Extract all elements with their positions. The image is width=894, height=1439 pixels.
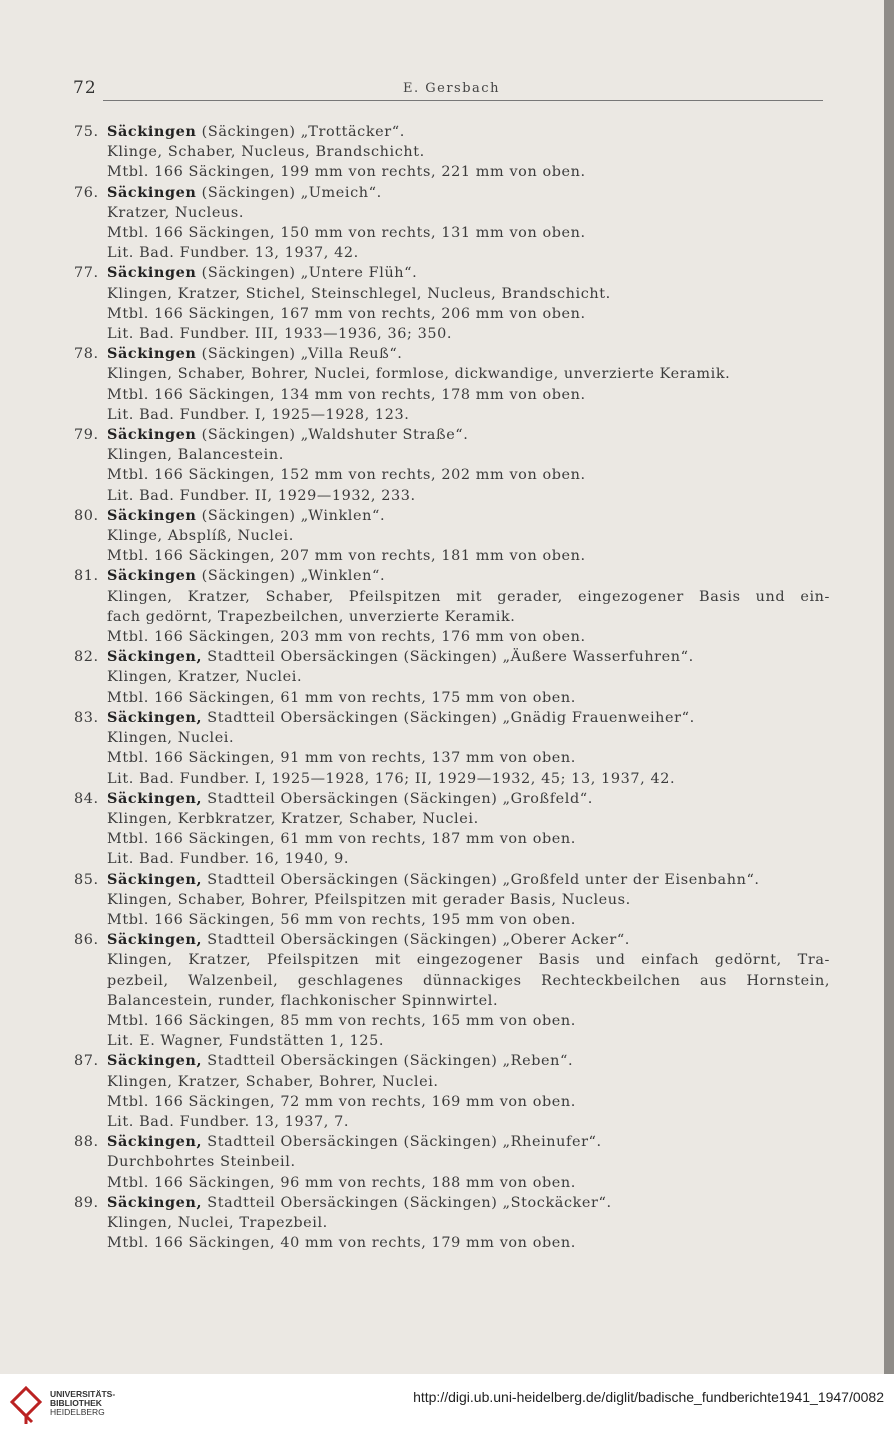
entry	[74, 506, 830, 567]
entry-heading	[107, 425, 830, 445]
entry-line: Lit. Bad. Fundber. II, 1929—1932, 233.	[107, 487, 416, 504]
site-name: Säckingen	[107, 426, 197, 444]
entry-line: Klingen, Kratzer, Stichel, Steinschlegel, Nucleus, Brandschicht.	[107, 285, 611, 302]
entry-line: Lit. E. Wagner, Fundstätten 1, 125.	[107, 1033, 385, 1050]
entry-heading	[107, 1193, 830, 1213]
entry-line: Mtbl. 166 Säckingen, 167 mm von rechts, 206 mm von oben.	[107, 305, 586, 322]
library-line: BIBLIOTHEK	[50, 1398, 102, 1408]
entry	[74, 1193, 830, 1254]
entry-heading	[107, 183, 830, 203]
site-location: (Säckingen) „Trottäcker“.	[196, 124, 405, 140]
entry-line: Mtbl. 166 Säckingen, 56 mm von rechts, 195 mm von oben.	[107, 911, 576, 928]
entry-line: Klingen, Nuclei.	[107, 730, 235, 747]
entry-number: 82.	[74, 649, 99, 666]
entry-line: Mtbl. 166 Säckingen, 85 mm von rechts, 165 mm von oben.	[107, 1012, 576, 1029]
entry	[74, 183, 830, 264]
entry-line: Mtbl. 166 Säckingen, 96 mm von rechts, 188 mm von oben.	[107, 1174, 576, 1191]
entry	[74, 870, 830, 931]
entry-line: Mtbl. 166 Säckingen, 199 mm von rechts, 221 mm von oben.	[107, 164, 586, 181]
site-name: Säckingen	[107, 506, 197, 524]
page-header	[73, 78, 823, 102]
entry-line: Mtbl. 166 Säckingen, 72 mm von rechts, 169 mm von oben.	[107, 1093, 576, 1110]
entry-number: 81.	[74, 568, 99, 585]
site-name: Säckingen,	[107, 789, 203, 807]
entry-number: 80.	[74, 507, 99, 524]
entry	[74, 1132, 830, 1193]
entry-line: Balancestein, runder, flachkonischer Spinnwirtel.	[107, 992, 499, 1009]
entry-line: Klingen, Kratzer, Schaber, Bohrer, Nuclei.	[107, 1073, 439, 1090]
site-location: (Säckingen) „Winklen“.	[196, 568, 386, 585]
entry-line: Lit. Bad. Fundber. III, 1933—1936, 36; 350.	[107, 326, 453, 343]
entry-line: fach gedörnt, Trapezbeilchen, unverzierte Keramik.	[107, 608, 516, 625]
entry-line: Mtbl. 166 Säckingen, 152 mm von rechts, 202 mm von oben.	[107, 467, 586, 484]
entry-heading	[107, 566, 830, 586]
entry-line: Mtbl. 166 Säckingen, 207 mm von rechts, 181 mm von oben.	[107, 548, 586, 565]
site-name: Säckingen	[107, 183, 197, 201]
entry-number: 87.	[74, 1053, 99, 1070]
entry	[74, 647, 830, 708]
entry	[74, 930, 830, 1051]
site-location: Stadtteil Obersäckingen (Säckingen) „Gnädig Frauenweiher“.	[202, 709, 695, 726]
library-logo-icon	[8, 1386, 44, 1426]
site-location: (Säckingen) „Villa Reuß“.	[196, 346, 403, 363]
entry-list	[74, 122, 830, 1253]
entry-line: Klingen, Nuclei, Trapezbeil.	[107, 1214, 328, 1231]
site-location: Stadtteil Obersäckingen (Säckingen) „Stockäcker“.	[202, 1194, 612, 1211]
entry	[74, 1051, 830, 1132]
entry	[74, 789, 830, 870]
header-rule	[103, 100, 823, 101]
entry-line: Mtbl. 166 Säckingen, 134 mm von rechts, 178 mm von oben.	[107, 386, 586, 403]
site-location: (Säckingen) „Waldshuter Straße“.	[196, 427, 469, 444]
site-name: Säckingen,	[107, 931, 203, 949]
entry-line: Mtbl. 166 Säckingen, 150 mm von rechts, 131 mm von oben.	[107, 225, 586, 242]
entry-heading	[107, 870, 830, 890]
library-line: HEIDELBERG	[50, 1407, 105, 1417]
entry-heading	[107, 506, 830, 526]
site-name: Säckingen	[107, 264, 197, 282]
site-name: Säckingen,	[107, 708, 203, 726]
site-location: (Säckingen) „Winklen“.	[196, 507, 386, 524]
entry-heading	[107, 708, 830, 728]
entry-line: Lit. Bad. Fundber. 13, 1937, 7.	[107, 1113, 350, 1130]
site-name: Säckingen	[107, 567, 197, 585]
site-name: Säckingen,	[107, 648, 203, 666]
entry-number: 84.	[74, 790, 99, 807]
entry-line: Klinge, Absplíß, Nuclei.	[107, 528, 294, 545]
entry-number: 76.	[74, 184, 99, 201]
entry-line: Klinge, Schaber, Nucleus, Brandschicht.	[107, 144, 425, 161]
site-name: Säckingen	[107, 123, 197, 140]
entry-line: Lit. Bad. Fundber. 16, 1940, 9.	[107, 851, 350, 868]
entry-line: pezbeil, Walzenbeil, geschlagenes dünnackiges Rechteckbeilchen aus Hornstein,	[107, 972, 830, 989]
entry	[74, 344, 830, 425]
site-location: Stadtteil Obersäckingen (Säckingen) „Oberer Acker“.	[202, 932, 630, 949]
entry-heading	[107, 263, 830, 283]
site-name: Säckingen,	[107, 1193, 203, 1211]
entry-line: Kratzer, Nucleus.	[107, 204, 245, 221]
entry	[74, 566, 830, 647]
entry-heading	[107, 1051, 830, 1071]
entry	[74, 708, 830, 789]
site-location: (Säckingen) „Umeich“.	[196, 184, 382, 201]
page-edge	[884, 0, 894, 1374]
entry-number: 89.	[74, 1194, 99, 1211]
entry	[74, 425, 830, 506]
site-location: Stadtteil Obersäckingen (Säckingen) „Reben“.	[202, 1053, 574, 1070]
entry-line: Klingen, Kerbkratzer, Kratzer, Schaber, Nuclei.	[107, 810, 479, 827]
entry-number: 78.	[74, 346, 99, 363]
entry-heading	[107, 647, 830, 667]
entry-line: Mtbl. 166 Säckingen, 61 mm von rechts, 187 mm von oben.	[107, 831, 576, 848]
entry-number: 85.	[74, 871, 99, 888]
library-name	[50, 1390, 115, 1417]
entry-line: Lit. Bad. Fundber. I, 1925—1928, 123.	[107, 406, 410, 423]
entry-line: Mtbl. 166 Säckingen, 203 mm von rechts, 176 mm von oben.	[107, 629, 586, 646]
site-location: Stadtteil Obersäckingen (Säckingen) „Rheinufer“.	[202, 1134, 602, 1151]
entry-line: Mtbl. 166 Säckingen, 91 mm von rechts, 137 mm von oben.	[107, 750, 576, 767]
footer-bar	[0, 1374, 894, 1439]
entry-line: Klingen, Kratzer, Nuclei.	[107, 669, 303, 686]
site-name: Säckingen,	[107, 1133, 203, 1151]
entry-heading	[107, 344, 830, 364]
running-head: E. Gersbach	[403, 81, 500, 96]
site-location: Stadtteil Obersäckingen (Säckingen) „Großfeld“.	[202, 790, 593, 807]
entry-number: 83.	[74, 709, 99, 726]
entry-heading	[107, 1132, 830, 1152]
site-location: Stadtteil Obersäckingen (Säckingen) „Äußere Wasserfuhren“.	[202, 649, 694, 666]
entry-line: Klingen, Kratzer, Pfeilspitzen mit eingezogener Basis und einfach gedörnt, Tra-	[107, 952, 830, 969]
entry	[74, 122, 830, 183]
entry-number: 88.	[74, 1134, 99, 1151]
entry-number: 75.	[74, 124, 99, 140]
entry	[74, 263, 830, 344]
entry-line: Lit. Bad. Fundber. I, 1925—1928, 176; II, 1929—1932, 45; 13, 1937, 42.	[107, 770, 676, 787]
entry-number: 86.	[74, 932, 99, 949]
entry-heading	[107, 930, 830, 950]
entry-number: 77.	[74, 265, 99, 282]
library-line: UNIVERSITÄTS-	[50, 1389, 116, 1399]
entry-heading	[107, 122, 830, 142]
site-location: Stadtteil Obersäckingen (Säckingen) „Großfeld unter der Eisenbahn“.	[202, 871, 760, 888]
entry-line: Mtbl. 166 Säckingen, 61 mm von rechts, 175 mm von oben.	[107, 689, 576, 706]
entry-line: Klingen, Schaber, Bohrer, Nuclei, formlose, dickwandige, unverzierte Keramik.	[107, 366, 731, 383]
entry-line: Klingen, Schaber, Bohrer, Pfeilspitzen mit gerader Basis, Nucleus.	[107, 891, 631, 908]
entry-line: Klingen, Balancestein.	[107, 447, 284, 464]
entry-line: Durchbohrtes Steinbeil.	[107, 1154, 296, 1171]
entry-line: Mtbl. 166 Säckingen, 40 mm von rechts, 179 mm von oben.	[107, 1235, 576, 1252]
site-name: Säckingen,	[107, 1052, 203, 1070]
site-name: Säckingen,	[107, 870, 203, 888]
entry-number: 79.	[74, 427, 99, 444]
site-location: (Säckingen) „Untere Flüh“.	[196, 265, 418, 282]
source-url-link[interactable]: http://digi.ub.uni-heidelberg.de/diglit/badische_fundberichte1941_1947/0082	[413, 1389, 884, 1405]
entry-line: Lit. Bad. Fundber. 13, 1937, 42.	[107, 245, 359, 262]
page-number: 72	[73, 78, 97, 98]
entry-line: Klingen, Kratzer, Schaber, Pfeilspitzen mit gerader, eingezogener Basis und ein-	[107, 588, 830, 605]
site-name: Säckingen	[107, 345, 197, 363]
entry-heading	[107, 789, 830, 809]
